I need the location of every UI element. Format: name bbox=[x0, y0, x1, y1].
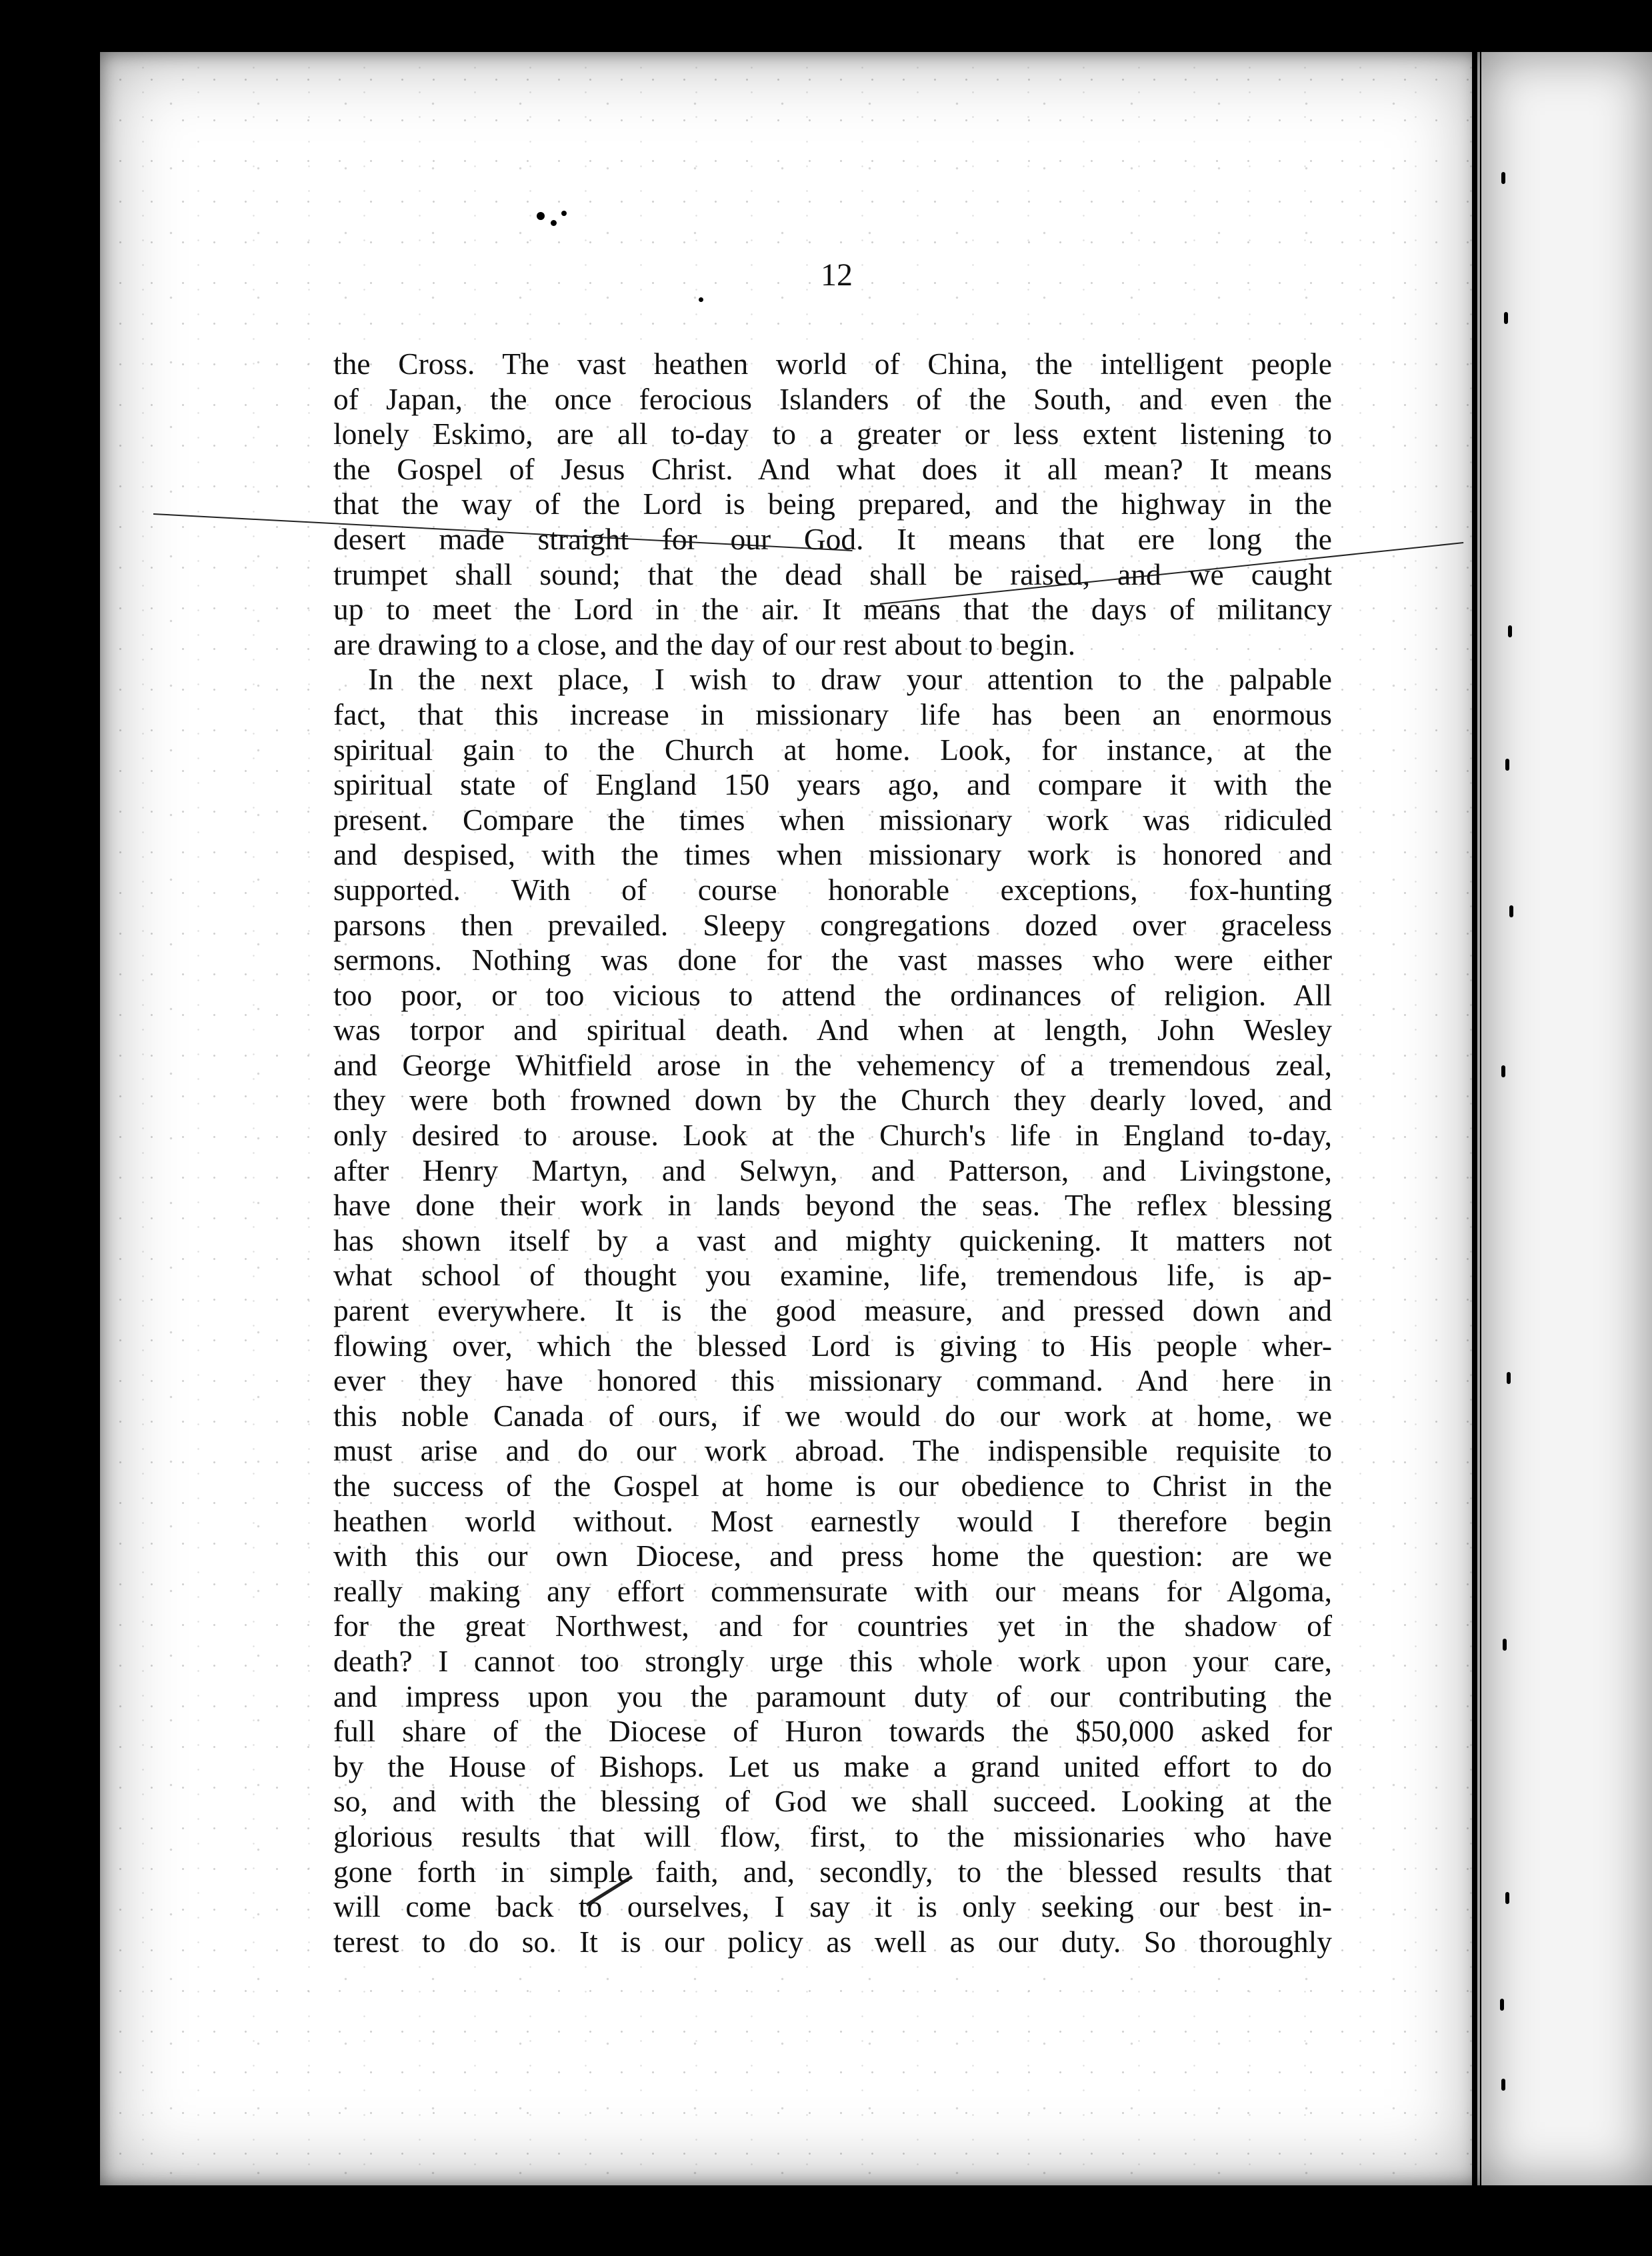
ink-speck bbox=[561, 211, 567, 216]
ink-speck bbox=[699, 297, 703, 302]
text-line: this noble Canada of ours, if we would do our work at home, we bbox=[333, 1398, 1332, 1433]
edge-mark bbox=[1501, 1065, 1505, 1077]
text-line: the Gospel of Jesus Christ. And what does it all mean? It means bbox=[333, 451, 1332, 486]
edge-mark bbox=[1503, 1639, 1507, 1651]
text-line: too poor, or too vicious to attend the ordinances of religion. All bbox=[333, 977, 1332, 1012]
text-line: and George Whitfield arose in the vehemency of a tremendous zeal, bbox=[333, 1047, 1332, 1082]
edge-mark bbox=[1509, 905, 1513, 917]
text-line: parsons then prevailed. Sleepy congregations dozed over graceless bbox=[333, 907, 1332, 942]
page-gutter bbox=[1472, 40, 1477, 2227]
text-line: must arise and do our work abroad. The indispensible requisite to bbox=[333, 1433, 1332, 1468]
text-line: really making any effort commensurate with our means for Algoma, bbox=[333, 1573, 1332, 1608]
page-number: 12 bbox=[821, 257, 853, 293]
text-line: fact, that this increase in missionary life has been an enormous bbox=[333, 697, 1332, 731]
text-line: lonely Eskimo, are all to-day to a greater or less extent listening to bbox=[333, 417, 1332, 451]
edge-mark bbox=[1504, 312, 1508, 324]
edge-mark bbox=[1501, 172, 1505, 184]
text-line: what school of thought you examine, life, tremendous life, is ap- bbox=[333, 1258, 1332, 1293]
text-line: of Japan, the once ferocious Islanders of the South, and even the bbox=[333, 381, 1332, 416]
text-line: spiritual state of England 150 years ago, and compare it with the bbox=[333, 767, 1332, 802]
text-line: parent everywhere. It is the good measure, and pressed down and bbox=[333, 1293, 1332, 1328]
text-line: supported. With of course honorable exceptions, fox-hunting bbox=[333, 872, 1332, 907]
text-line: that the way of the Lord is being prepared, and the highway in the bbox=[333, 487, 1332, 521]
text-line: sermons. Nothing was done for the vast masses who were either bbox=[333, 943, 1332, 977]
body-text bbox=[333, 347, 1332, 1959]
text-line: In the next place, I wish to draw your attention to the palpable bbox=[368, 662, 1332, 697]
text-line: glorious results that will flow, first, to the missionaries who have bbox=[333, 1819, 1332, 1853]
text-line: heathen world without. Most earnestly would I therefore begin bbox=[333, 1503, 1332, 1538]
adjacent-page-edge bbox=[1481, 52, 1652, 2185]
text-line: the Cross. The vast heathen world of China, the intelligent people bbox=[333, 347, 1332, 381]
text-line: for the great Northwest, and for countries yet in the shadow of bbox=[333, 1609, 1332, 1643]
text-line: up to meet the Lord in the air. It means that the days of militancy bbox=[333, 592, 1332, 627]
text-line: was torpor and spiritual death. And when at length, John Wesley bbox=[333, 1013, 1332, 1047]
edge-mark bbox=[1507, 1372, 1511, 1384]
text-line: only desired to arouse. Look at the Church's life in England to-day, bbox=[333, 1118, 1332, 1153]
text-line: and despised, with the times when missionary work is honored and bbox=[333, 837, 1332, 872]
text-line: are drawing to a close, and the day of our rest about to begin. bbox=[333, 627, 1076, 661]
ink-speck bbox=[551, 220, 557, 226]
edge-mark bbox=[1500, 1999, 1504, 2011]
text-line: they were both frowned down by the Church they dearly loved, and bbox=[333, 1083, 1332, 1117]
text-line: and impress upon you the paramount duty of our contributing the bbox=[333, 1679, 1332, 1713]
text-line: ever they have honored this missionary command. And here in bbox=[333, 1363, 1332, 1398]
text-line: flowing over, which the blessed Lord is giving to His people wher- bbox=[333, 1328, 1332, 1363]
edge-mark bbox=[1505, 1892, 1509, 1904]
text-line: will come back to ourselves, I say it is only seeking our best in- bbox=[333, 1889, 1332, 1924]
text-line: full share of the Diocese of Huron towards the $50,000 asked for bbox=[333, 1714, 1332, 1749]
text-line: terest to do so. It is our policy as well as our duty. So thoroughly bbox=[333, 1924, 1332, 1959]
text-line: has shown itself by a vast and mighty quickening. It matters not bbox=[333, 1223, 1332, 1257]
text-line: have done their work in lands beyond the seas. The reflex blessing bbox=[333, 1188, 1332, 1223]
text-line: gone forth in simple faith, and, secondly, to the blessed results that bbox=[333, 1854, 1332, 1889]
edge-mark bbox=[1505, 759, 1509, 771]
text-line: so, and with the blessing of God we shall succeed. Looking at the bbox=[333, 1784, 1332, 1819]
text-line: desert made straight for our God. It means that ere long the bbox=[333, 521, 1332, 556]
text-line: spiritual gain to the Church at home. Look, for instance, at the bbox=[333, 732, 1332, 767]
text-line: the success of the Gospel at home is our obedience to Christ in the bbox=[333, 1469, 1332, 1503]
text-line: by the House of Bishops. Let us make a grand united effort to do bbox=[333, 1749, 1332, 1783]
edge-mark bbox=[1508, 625, 1512, 637]
edge-mark bbox=[1501, 2079, 1505, 2091]
text-line: death? I cannot too strongly urge this whole work upon your care, bbox=[333, 1643, 1332, 1678]
text-line: trumpet shall sound; that the dead shall be raised, and we caught bbox=[333, 557, 1332, 591]
text-line: with this our own Diocese, and press home the question: are we bbox=[333, 1539, 1332, 1573]
ink-speck bbox=[537, 212, 545, 220]
text-line: after Henry Martyn, and Selwyn, and Patterson, and Livingstone, bbox=[333, 1153, 1332, 1187]
text-line: present. Compare the times when missionary work was ridiculed bbox=[333, 802, 1332, 837]
